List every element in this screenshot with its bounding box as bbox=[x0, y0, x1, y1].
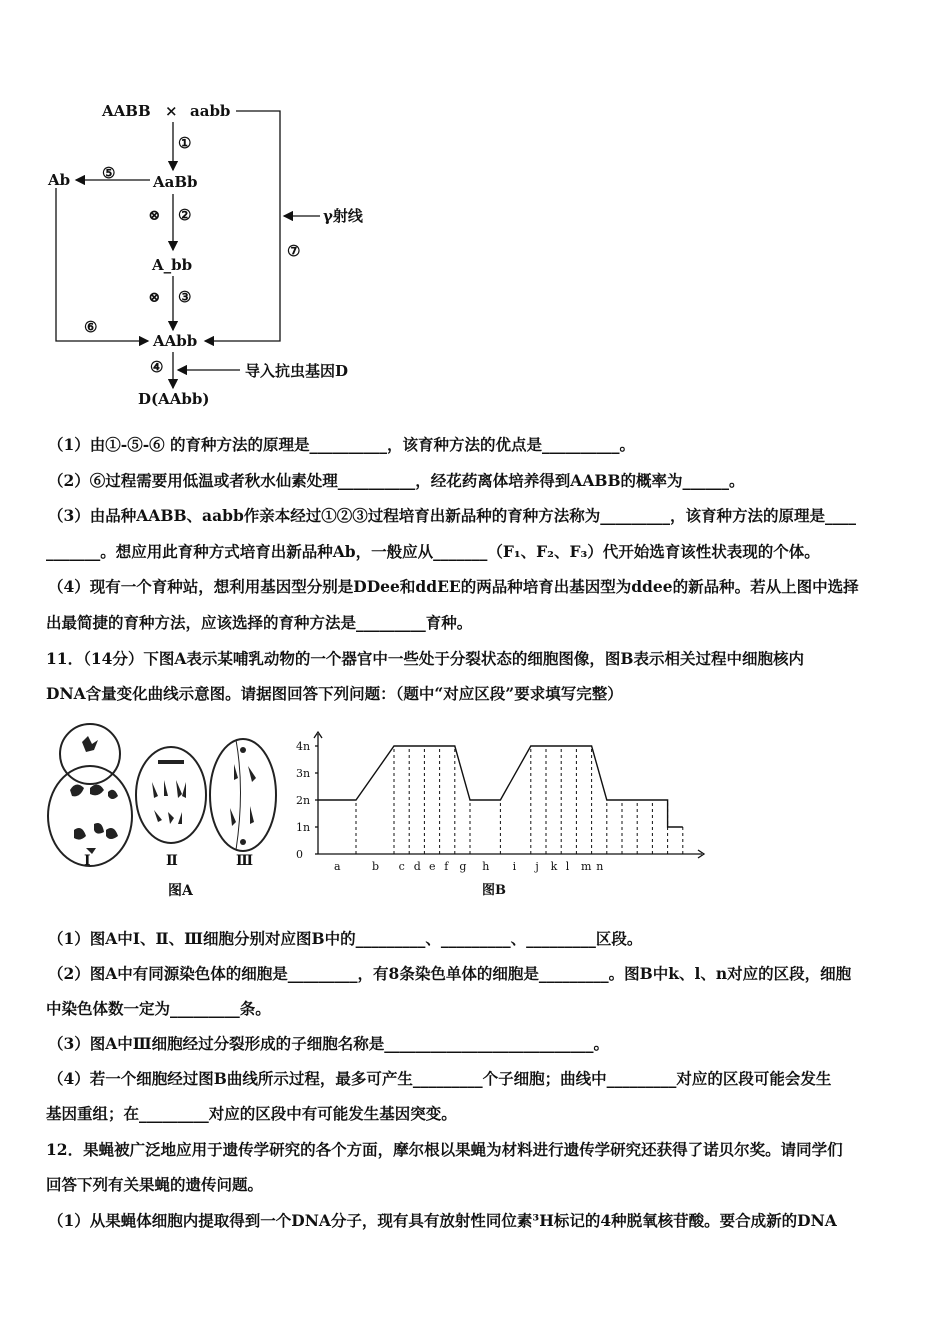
segment-label: j bbox=[535, 860, 539, 873]
haploid-ab: Ab bbox=[48, 171, 71, 189]
q11-part2: （2）图A中有同源染色体的细胞是_________，有8条染色单体的细胞是_________。图B中k、l、n对应的区段，细胞 bbox=[48, 964, 852, 983]
q11-part3: （3）图A中Ⅲ细胞经过分裂形成的子细胞名称是___________________________。 bbox=[48, 1034, 609, 1053]
step-1: ① bbox=[178, 134, 192, 152]
segment-label: f bbox=[444, 860, 449, 873]
q10-part3: （3）由品种AABB、aabb作亲本经过①②③过程培育出新品种的育种方法称为_________，该育种方法的原理是____ bbox=[48, 506, 857, 525]
segment-label: n bbox=[596, 860, 604, 873]
figure-a-cells bbox=[40, 720, 280, 900]
q12-part1: （1）从果蝇体细胞内提取得到一个DNA分子，现有具有放射性同位素³H标记的4种脱氧核苷酸。要合成新的DNA bbox=[48, 1211, 837, 1230]
self-cross-1: ⊗ bbox=[148, 206, 161, 224]
cell-label-1: Ⅰ bbox=[84, 853, 91, 869]
import-gene-d: 导入抗虫基因D bbox=[245, 362, 349, 380]
q11-part1: （1）图A中Ⅰ、Ⅱ、Ⅲ细胞分别对应图B中的_________、_________、_________区段。 bbox=[48, 929, 643, 948]
q10-part4-cont: 出最简捷的育种方法，应该选择的育种方法是_________育种。 bbox=[46, 613, 473, 632]
cross-sign: × bbox=[165, 102, 178, 120]
q11-part4-cont: 基因重组；在_________对应的区段中有可能发生基因突变。 bbox=[46, 1104, 457, 1123]
gamma-ray: γ射线 bbox=[323, 207, 363, 225]
step-3: ③ bbox=[178, 288, 192, 306]
parent-aabb: AABB bbox=[102, 102, 151, 120]
a-bb: A_bb bbox=[152, 256, 193, 274]
cell-label-2: Ⅱ bbox=[166, 853, 178, 869]
q11-part2-cont: 中染色体数一定为_________条。 bbox=[46, 999, 271, 1018]
q10-part3-cont: _______。想应用此育种方式培育出新品种Ab，一般应从_______（F₁、F₂、F₃）代开始选育该性状表现的个体。 bbox=[46, 542, 820, 561]
segment-label: d bbox=[413, 860, 421, 873]
f1-aabb: AaBb bbox=[153, 173, 198, 191]
segment-label: i bbox=[512, 860, 517, 873]
dna-curve bbox=[318, 746, 683, 827]
q10-part2: （2）⑥过程需要用低温或者秋水仙素处理__________，经花药离体培养得到AABB的概率为______。 bbox=[48, 471, 745, 490]
segment-label: c bbox=[398, 860, 405, 873]
q11-stem: 11．（14分）下图A表示某哺乳动物的一个器官中一些处于分裂状态的细胞图像，图B表示相关过程中细胞核内 bbox=[46, 649, 805, 668]
segment-label: a bbox=[334, 860, 341, 873]
y-tick-label: 0 bbox=[296, 848, 303, 861]
y-tick-label: 2n bbox=[296, 794, 311, 807]
parent-aabb2: aabb bbox=[190, 102, 231, 120]
q12-stem: 12．果蝇被广泛地应用于遗传学研究的各个方面，摩尔根以果蝇为材料进行遗传学研究还获得了诺贝尔奖。请同学们 bbox=[46, 1140, 843, 1159]
d-aabb: D(AAbb) bbox=[138, 390, 210, 408]
q10-part1: （1）由①-⑤-⑥ 的育种方法的原理是__________，该育种方法的优点是__________。 bbox=[48, 435, 636, 454]
q11-stem-cont: DNA含量变化曲线示意图。请据图回答下列问题：（题中“对应区段”要求填写完整） bbox=[46, 684, 623, 703]
segment-label: e bbox=[429, 860, 436, 873]
q10-part4: （4）现有一个育种站，想利用基因型分别是DDee和ddEE的两品种培育出基因型为ddee的新品种。若从上图中选择 bbox=[48, 577, 859, 596]
segment-label: b bbox=[372, 860, 380, 873]
breeding-diagram bbox=[40, 90, 400, 410]
segment-label: k bbox=[550, 860, 558, 873]
cell-3 bbox=[210, 739, 276, 851]
y-tick-label: 1n bbox=[296, 821, 311, 834]
step-6: ⑥ bbox=[84, 318, 98, 336]
step-2: ② bbox=[178, 206, 192, 224]
cell-label-3: Ⅲ bbox=[236, 853, 254, 869]
cell-1-top bbox=[60, 724, 120, 784]
segment-label: h bbox=[482, 860, 490, 873]
self-cross-2: ⊗ bbox=[148, 288, 161, 306]
step-4: ④ bbox=[150, 358, 164, 376]
segment-label: g bbox=[459, 860, 467, 873]
q11-part4: （4）若一个细胞经过图B曲线所示过程，最多可产生_________个子细胞；曲线中_________对应的区段可能会发生 bbox=[48, 1069, 832, 1088]
step-5: ⑤ bbox=[102, 164, 116, 182]
y-tick-label: 3n bbox=[296, 767, 311, 780]
aabb-final: AAbb bbox=[153, 332, 198, 350]
figure-b-chart bbox=[290, 728, 710, 903]
y-tick-label: 4n bbox=[296, 740, 311, 753]
q12-stem-cont: 回答下列有关果蝇的遗传问题。 bbox=[46, 1175, 264, 1194]
segment-label: m bbox=[581, 860, 592, 873]
step-7: ⑦ bbox=[287, 242, 301, 260]
segment-label: l bbox=[565, 860, 570, 873]
figure-b-caption: 图B bbox=[482, 883, 506, 898]
figure-a-caption: 图A bbox=[168, 883, 193, 899]
